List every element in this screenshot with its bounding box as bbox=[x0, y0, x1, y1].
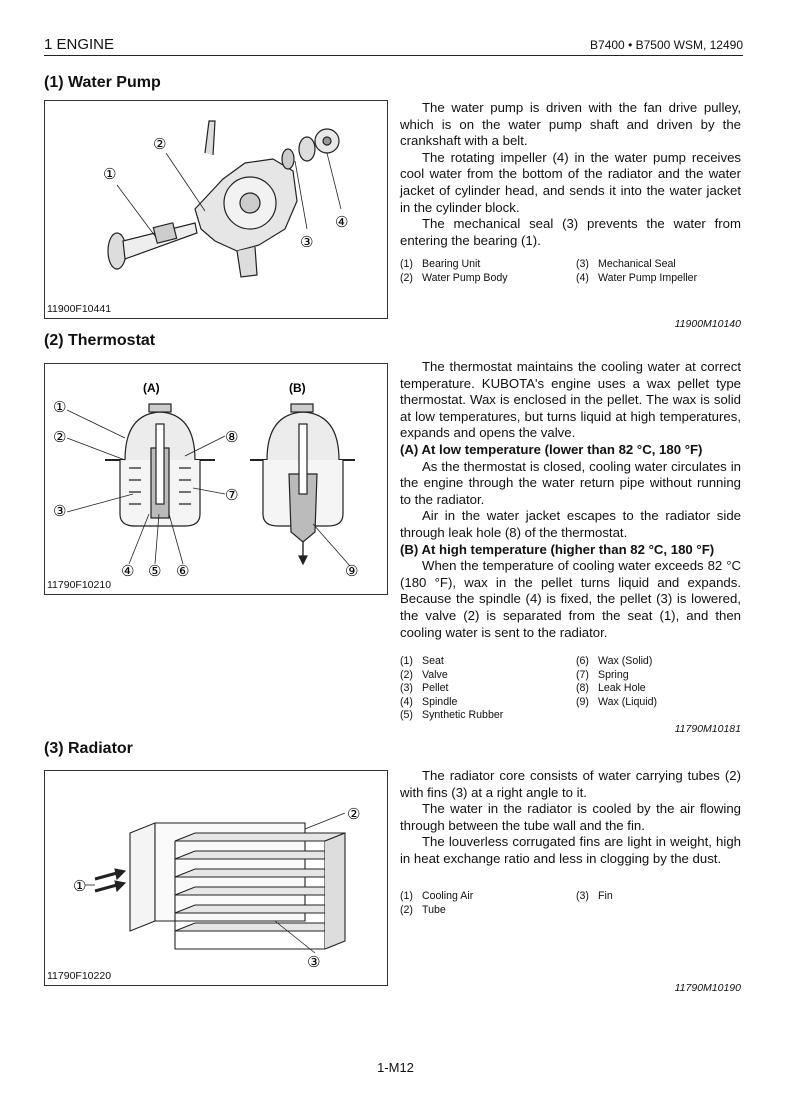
paragraph: The radiator core consists of water carrying tubes (2) with fins (3) at a right angle to it. bbox=[400, 768, 741, 800]
paragraph: The thermostat maintains the cooling water at correct temperature. KUBOTA's engine uses a wax pellet type thermostat. Wax is enclosed in the pellet. The wax is solid at low temperatures, but turns liquid at high temperatures, expands and opens the valve. bbox=[400, 359, 741, 441]
radiator-legend bbox=[400, 890, 741, 917]
legend-number: (7) bbox=[576, 668, 589, 681]
paragraph: The water in the radiator is cooled by the air flowing through between the tube wall and the fin. bbox=[400, 801, 741, 833]
legend-text: Synthetic Rubber bbox=[422, 709, 504, 721]
callout-5: ⑤ bbox=[148, 563, 162, 579]
legend-text: Water Pump Body bbox=[422, 271, 508, 284]
legend-text: Bearing Unit bbox=[422, 258, 481, 270]
water-pump-text bbox=[400, 100, 741, 249]
thermostat-title: (2) Thermostat bbox=[44, 332, 156, 349]
radiator-illustration bbox=[45, 771, 387, 969]
callout-2: ② bbox=[347, 806, 361, 823]
legend-text: Valve bbox=[422, 668, 448, 681]
water-pump-figure bbox=[44, 100, 388, 319]
legend-number: (1) bbox=[400, 258, 413, 270]
legend-text: Leak Hole bbox=[598, 682, 646, 694]
manual-code: B7400 • B7500 WSM, 12490 bbox=[590, 38, 743, 52]
callout-9: ⑨ bbox=[345, 563, 359, 579]
callout-6: ⑥ bbox=[176, 563, 190, 579]
legend-number: (3) bbox=[576, 258, 589, 270]
legend-text: Wax (Liquid) bbox=[598, 695, 658, 708]
legend-number: (4) bbox=[576, 271, 589, 284]
thermostat-legend bbox=[400, 655, 741, 723]
figure-code: 11900F10441 bbox=[47, 303, 112, 315]
callout-7: ⑦ bbox=[225, 487, 239, 504]
legend-number: (1) bbox=[400, 655, 413, 667]
figure-code: 11790F10210 bbox=[47, 579, 112, 591]
paragraph: Air in the water jacket escapes to the radiator side through leak hole (8) of the thermostat. bbox=[400, 508, 741, 540]
callout-1: ① bbox=[103, 166, 117, 183]
legend-number: (6) bbox=[576, 655, 589, 667]
legend-text: Seat bbox=[422, 655, 444, 667]
callout-8: ⑧ bbox=[225, 429, 239, 446]
water-pump-illustration bbox=[45, 101, 387, 301]
legend-text: Tube bbox=[422, 903, 446, 916]
callout-1: ① bbox=[73, 878, 87, 895]
label-b: (B) bbox=[289, 381, 306, 395]
legend-text: Spindle bbox=[422, 695, 458, 708]
paragraph: The mechanical seal (3) prevents the water from entering the bearing (1). bbox=[400, 216, 741, 248]
water-pump-title: (1) Water Pump bbox=[44, 74, 161, 91]
callout-1: ① bbox=[53, 399, 67, 416]
callout-2: ② bbox=[53, 429, 67, 446]
reference-code: 11790M10181 bbox=[674, 723, 741, 735]
paragraph: The louverless corrugated fins are light in weight, high in heat exchange ratio and less in clogging by the dust. bbox=[400, 834, 741, 866]
subheading-high-temp: (B) At high temperature (higher than 82 °C, 180 °F) bbox=[400, 541, 715, 557]
paragraph: The water pump is driven with the fan drive pulley, which is on the water pump shaft and driven by the crankshaft with a belt. bbox=[400, 100, 741, 149]
legend-number: (3) bbox=[400, 682, 413, 694]
section-header: 1 ENGINE bbox=[44, 36, 115, 53]
callout-4: ④ bbox=[121, 563, 135, 579]
reference-code: 11900M10140 bbox=[674, 318, 741, 330]
thermostat-figure bbox=[44, 363, 388, 595]
radiator-text bbox=[400, 768, 741, 868]
legend-text: Fin bbox=[598, 890, 613, 902]
paragraph: When the temperature of cooling water exceeds 82 °C (180 °F), wax in the pellet turns liquid and expands. Because the spindle (4) is fixed, the pellet (3) is lowered, the valve (2) is separated from the seat (1), and then cooling water is sent to the radiator. bbox=[400, 558, 741, 640]
legend-number: (9) bbox=[576, 695, 589, 708]
subheading-low-temp: (A) At low temperature (lower than 82 °C, 180 °F) bbox=[400, 441, 703, 457]
legend-text: Wax (Solid) bbox=[598, 655, 653, 667]
water-pump-legend bbox=[400, 258, 741, 285]
thermostat-text bbox=[400, 359, 741, 641]
legend-text: Spring bbox=[598, 668, 629, 681]
header-divider bbox=[44, 55, 743, 56]
callout-3: ③ bbox=[53, 503, 67, 520]
legend-number: (4) bbox=[400, 695, 413, 708]
callout-3: ③ bbox=[300, 234, 314, 251]
callout-4: ④ bbox=[335, 214, 349, 231]
callout-3: ③ bbox=[307, 954, 321, 969]
paragraph: As the thermostat is closed, cooling water circulates in the engine through the water return pipe without running to the radiator. bbox=[400, 458, 741, 507]
figure-code: 11790F10220 bbox=[47, 970, 112, 982]
legend-number: (2) bbox=[400, 668, 413, 681]
legend-number: (3) bbox=[576, 890, 589, 902]
label-a: (A) bbox=[143, 381, 160, 395]
reference-code: 11790M10190 bbox=[674, 982, 741, 994]
page-number: 1-M12 bbox=[377, 1060, 414, 1075]
callout-2: ② bbox=[153, 136, 167, 153]
radiator-title: (3) Radiator bbox=[44, 740, 133, 757]
legend-number: (5) bbox=[400, 709, 413, 721]
radiator-figure bbox=[44, 770, 388, 986]
legend-text: Cooling Air bbox=[422, 890, 474, 902]
legend-number: (2) bbox=[400, 271, 413, 284]
paragraph: The rotating impeller (4) in the water pump receives cool water from the bottom of the radiator and the water jacket of cylinder head, and sends it into the water jacket in the cylinder block. bbox=[400, 149, 741, 215]
legend-number: (1) bbox=[400, 890, 413, 902]
legend-text: Pellet bbox=[422, 682, 449, 694]
thermostat-illustration bbox=[45, 364, 387, 579]
legend-number: (8) bbox=[576, 682, 589, 694]
legend-text: Water Pump Impeller bbox=[598, 271, 698, 284]
legend-number: (2) bbox=[400, 903, 413, 916]
legend-text: Mechanical Seal bbox=[598, 258, 676, 270]
